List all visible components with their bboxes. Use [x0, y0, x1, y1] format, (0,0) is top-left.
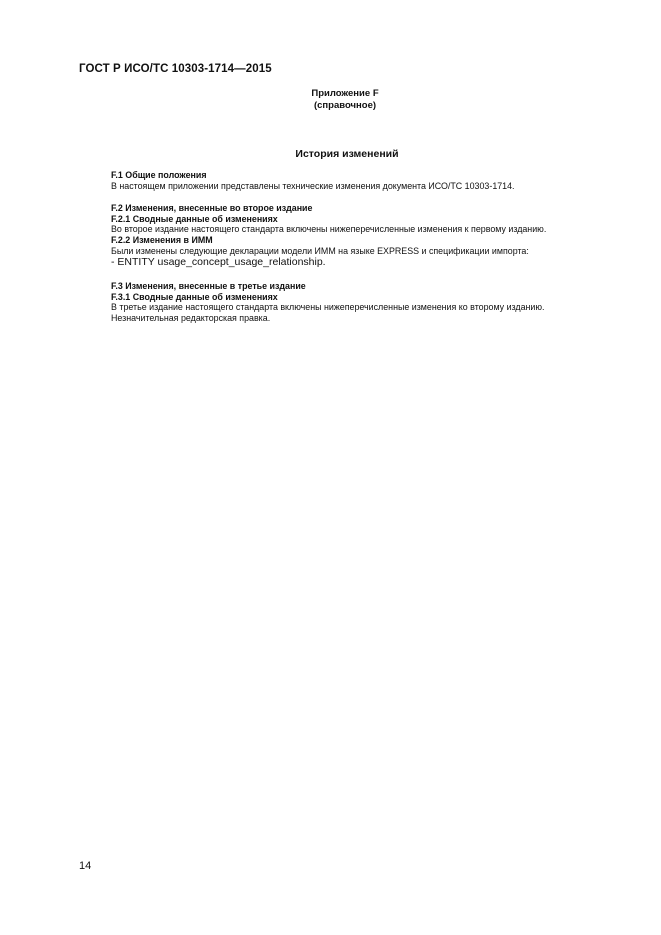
f2-1-heading: F.2.1 Сводные данные об изменениях — [111, 213, 278, 224]
f1-heading: F.1 Общие положения — [111, 170, 207, 180]
annex-title-block — [230, 88, 460, 112]
spacer — [111, 269, 611, 281]
spacer — [111, 191, 611, 203]
f2-2-heading: F.2.2 Изменения в ИММ — [111, 234, 213, 245]
section-heading: История изменений — [295, 148, 399, 160]
document-body — [111, 170, 611, 324]
f1-text: В настоящем приложении представлены технические изменения документа ИСО/ТС 10303-1714. — [111, 180, 515, 191]
f2-1-text: Во второе издание настоящего стандарта включены нижеперечисленные изменения к первому изданию. — [111, 224, 547, 235]
entity-list-item: - ENTITY usage_concept_usage_relationship. — [111, 256, 326, 269]
page-number: 14 — [79, 860, 92, 872]
f2-2-text: Были изменены следующие декларации модели ИММ на языке EXPRESS и спецификации импорта: — [111, 245, 529, 256]
annex-title: Приложение F — [311, 88, 379, 99]
document-code: ГОСТ Р ИСО/ТС 10303-1714—2015 — [79, 63, 272, 75]
annex-subtitle: (справочное) — [313, 100, 377, 111]
f2-heading: F.2 Изменения, внесенные во второе издание — [111, 203, 313, 214]
f3-1-text: В третье издание настоящего стандарта включены нижеперечисленные изменения ко второму изданию. — [111, 302, 545, 313]
f3-heading: F.3 Изменения, внесенные в третье издание — [111, 281, 306, 292]
f3-1-note: Незначительная редакторская правка. — [111, 312, 271, 323]
f3-1-heading: F.3.1 Сводные данные об изменениях — [111, 291, 278, 302]
